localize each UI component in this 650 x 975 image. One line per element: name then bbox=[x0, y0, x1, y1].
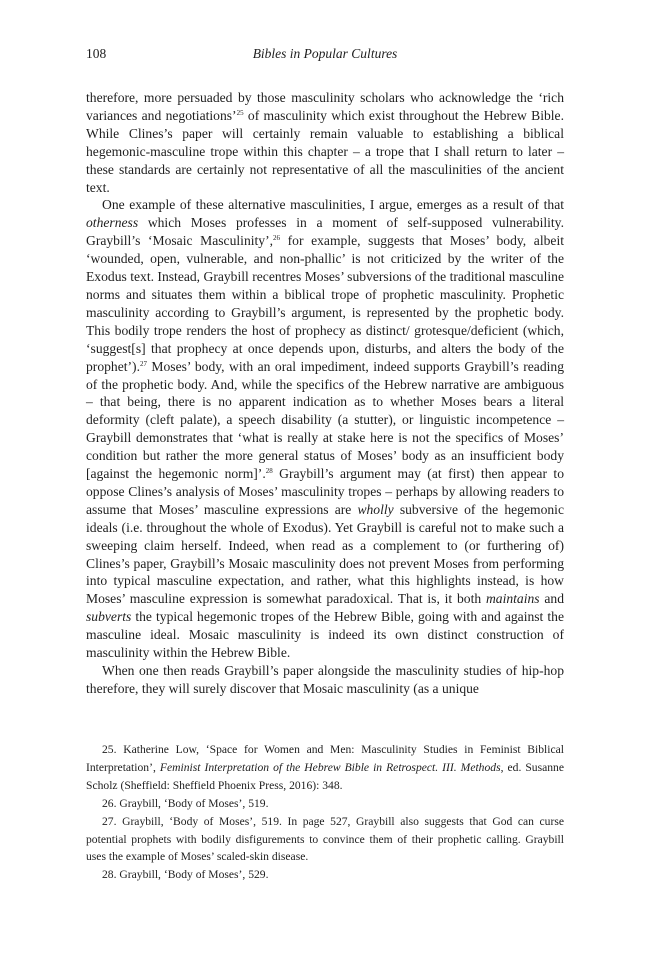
footnote-ref-25: 25 bbox=[236, 108, 244, 117]
page-number: 108 bbox=[86, 46, 107, 61]
emphasis: maintains bbox=[485, 591, 540, 607]
footnote-ref-26: 26 bbox=[273, 234, 281, 243]
text-run: therefore, more persuaded by those masculinity scholars who acknowledge the ‘rich variances and negotiations’ bbox=[86, 90, 564, 123]
footnote-25 bbox=[86, 741, 564, 795]
footnote-27 bbox=[86, 813, 564, 867]
footnote-26 bbox=[86, 795, 564, 813]
text-run: When one then reads Graybill’s paper alongside the masculinity studies of hip-hop therefore, they will surely discover that Mosaic masculinity (as a unique bbox=[86, 663, 564, 696]
body-text bbox=[86, 89, 564, 698]
footnote-number: 26. bbox=[102, 796, 117, 810]
paragraph-3 bbox=[86, 662, 564, 698]
paragraph-1 bbox=[86, 89, 564, 196]
emphasis: otherness bbox=[86, 215, 139, 231]
footnote-number: 25. bbox=[102, 743, 117, 756]
footnote-28 bbox=[86, 866, 564, 884]
text-run: Graybill’s argument may (at first) then appear to oppose Clines’s analysis of Moses’ masculinity tropes – perhaps by allowing readers to assume that Moses’ masculine expressions are bbox=[86, 466, 564, 517]
emphasis: Feminist Interpretation of the Hebrew Bible in Retrospect. III. Methods bbox=[159, 760, 501, 774]
footnote-number: 28. bbox=[102, 868, 117, 882]
footnote-number: 27. bbox=[102, 814, 117, 828]
text-run: Graybill, ‘Body of Moses’, 519. In page 527, Graybill also suggests that God can curse potential prophets with bodily disfigurements to convince them of their prophetic calling. Graybill uses the example of Moses’ scaled-skin disease. bbox=[86, 814, 564, 864]
text-run: Graybill, ‘Body of Moses’, 529. bbox=[116, 868, 269, 882]
emphasis: wholly bbox=[357, 501, 394, 517]
text-run: for example, suggests that Moses’ body, albeit ‘wounded, open, vulnerable, and non-phallic’ is not criticized by the writer of the Exodus text. Instead, Graybill recentres Moses’ subversions of the traditional masculine norms and situates them within a biblical trope of prophetic masculinity. Prophetic masculinity according to Graybill’s argument, is represented by the prophetic body. This bodily trope renders the host of prophecy as distinct/ grotesque/deficient (which, ‘suggest[s] that prophecy at once depends upon, disturbs, and alters the body of the prophet’). bbox=[86, 233, 564, 374]
text-run: One example of these alternative masculinities, I argue, emerges as a result of that bbox=[102, 197, 564, 213]
text-run: the typical hegemonic tropes of the Hebrew Bible, going with and against the masculine ideal. Mosaic masculinity is indeed its own distinct construction of masculinity within the Hebrew Bible. bbox=[86, 609, 564, 661]
text-run: , ed. Susanne Scholz (Sheffield: Sheffield Phoenix Press, 2016): 348. bbox=[86, 760, 565, 792]
footnote-ref-28: 28 bbox=[265, 467, 273, 476]
footnotes bbox=[86, 741, 564, 884]
text-run: and bbox=[539, 591, 564, 607]
text-run: Moses’ body, with an oral impediment, indeed supports Graybill’s reading of the prophetic body. And, while the specifics of the Hebrew narrative are ambiguous – that being, there is no apparent indication as to whether Moses bears a literal deformity (cleft palate), a speech disability (a stutter), or linguistic incompetence – Graybill demonstrates that ‘what is really at stake here is not the specifics of Moses’ condition but rather the more general status of Moses’ body as an insufficient body [against the hegemonic norm]’. bbox=[86, 358, 564, 482]
running-title: Bibles in Popular Cultures bbox=[252, 46, 398, 61]
emphasis: subverts bbox=[86, 609, 132, 625]
paragraph-2 bbox=[86, 196, 564, 662]
page-header bbox=[86, 46, 564, 66]
text-run: Graybill, ‘Body of Moses’, 519. bbox=[116, 796, 269, 810]
text-run: which Moses professes in a moment of self-supposed vulnerability. Graybill’s ‘Mosaic Masculinity’, bbox=[86, 215, 564, 249]
text-run: Katherine Low, ‘Space for Women and Men: Masculinity Studies in Feminist Biblical Interpretation’, bbox=[86, 743, 564, 774]
footnote-ref-27: 27 bbox=[139, 359, 147, 368]
text-run: subversive of the hegemonic ideals (i.e. throughout the whole of Exodus). Yet Graybill is careful not to make such a sweeping claim herself. Indeed, when read as a complement to (or furthering of) Clines’s paper, Graybill’s Mosaic masculinity does not prevent Moses from performing into typical masculine expectation, and rather, what this highlights instead, is how Moses’ masculine expression is somewhat paradoxical. That is, it both bbox=[86, 501, 564, 607]
text-run: of masculinity which exist throughout the Hebrew Bible. While Clines’s paper will certainly remain valuable to establishing a biblical hegemonic-masculine trope within this chapter – a trope that I shall return to later – these standards are certainly not representative of all the masculinities of the ancient text. bbox=[86, 107, 564, 195]
